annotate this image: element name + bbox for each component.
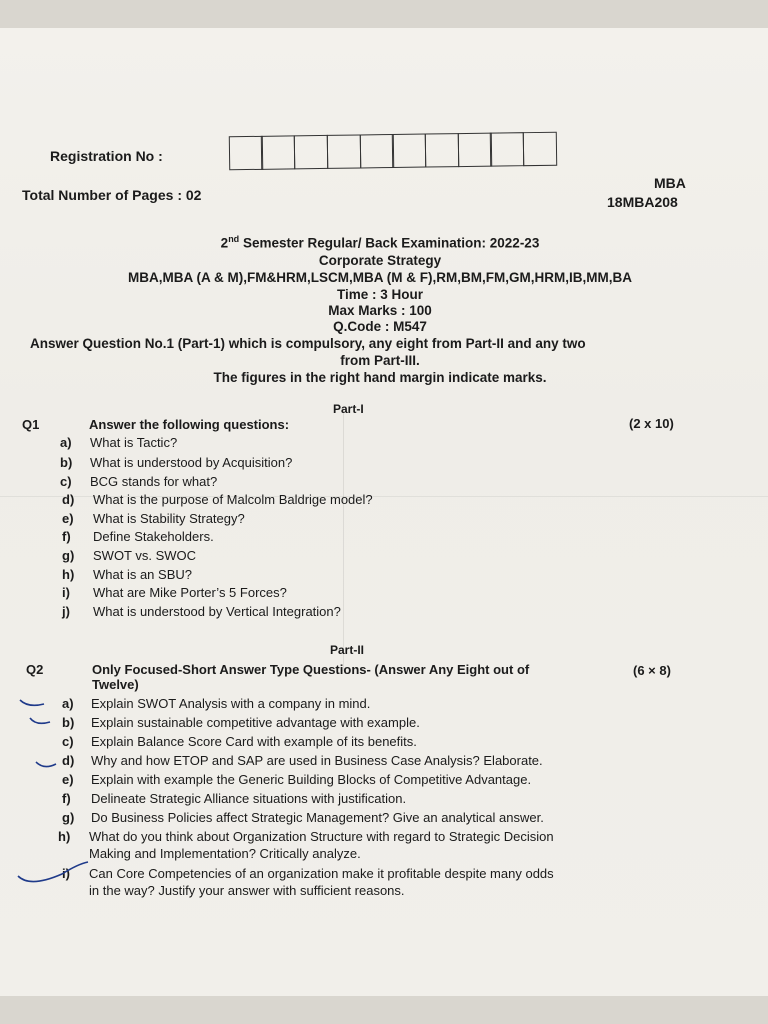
- q2-item-label: c): [62, 734, 74, 749]
- q1-item-text: What is the purpose of Malcolm Baldrige model?: [93, 492, 373, 507]
- registration-boxes: [230, 132, 557, 171]
- q2-item-text: Explain Balance Score Card with example of its benefits.: [91, 734, 417, 749]
- q2-item-label: d): [62, 753, 75, 768]
- q1-heading: Answer the following questions:: [89, 417, 290, 432]
- q1-item-text: What is Stability Strategy?: [93, 511, 245, 526]
- exam-time: Time : 3 Hour: [336, 287, 424, 302]
- q2-item-label: g): [62, 810, 75, 825]
- subject-code: 18MBA208: [607, 194, 678, 210]
- part-1-title: Part-I: [333, 402, 364, 416]
- instruction-line-2: from Part-III.: [340, 353, 420, 368]
- registration-digit-box: [261, 135, 295, 169]
- registration-digit-box: [392, 134, 426, 168]
- q2-item-label: f): [62, 791, 71, 806]
- q1-item-label: j): [62, 604, 70, 619]
- registration-digit-box: [523, 132, 557, 166]
- semester-line: [0, 234, 760, 251]
- instruction-line-3: The figures in the right hand margin indicate marks.: [213, 370, 547, 385]
- registration-digit-box: [457, 133, 491, 167]
- q2-item-text: Explain SWOT Analysis with a company in mind.: [91, 696, 371, 711]
- part-2-title: Part-II: [330, 643, 365, 657]
- q2-item-text: What do you think about Organization Structure with regard to Strategic Decision: [89, 829, 554, 844]
- semester-superscript: nd: [228, 234, 240, 244]
- q1-item-label: f): [62, 529, 71, 544]
- q2-item-label: b): [62, 715, 75, 730]
- registration-digit-box: [359, 134, 393, 168]
- q2-item-label: h): [58, 829, 71, 844]
- registration-digit-box: [425, 133, 459, 167]
- q2-item-text: Can Core Competencies of an organization make it profitable despite many odds: [89, 866, 554, 881]
- paper-fold-line: [343, 410, 344, 670]
- total-pages: Total Number of Pages : 02: [22, 187, 202, 203]
- registration-digit-box: [327, 134, 361, 168]
- q1-item-label: b): [60, 455, 73, 470]
- q2-item-text: Explain with example the Generic Building Blocks of Competitive Advantage.: [91, 772, 532, 787]
- semester-number: 2: [220, 235, 229, 251]
- q1-item-text: What is Tactic?: [90, 435, 178, 450]
- q1-item-label: g): [62, 548, 75, 563]
- q2-item-label: a): [62, 696, 74, 711]
- q1-item-text: What is understood by Acquisition?: [90, 455, 293, 470]
- q2-heading-line-1: Only Focused-Short Answer Type Questions- (Answer Any Eight out of: [92, 662, 530, 677]
- branches-line: MBA,MBA (A & M),FM&HRM,LSCM,MBA (M & F),RM,BM,FM,GM,HRM,IB,MM,BA: [128, 270, 632, 285]
- registration-label: Registration No :: [50, 148, 163, 164]
- q2-heading-line-2: Twelve): [92, 677, 139, 692]
- q1-item-label: h): [62, 567, 75, 582]
- registration-digit-box: [228, 136, 262, 170]
- q2-marks: (6 × 8): [633, 663, 671, 678]
- q2-item-label: e): [62, 772, 74, 787]
- q1-item-text: Define Stakeholders.: [93, 529, 214, 544]
- instruction-line-1: Answer Question No.1 (Part-1) which is compulsory, any eight from Part-II and any two: [30, 336, 586, 351]
- q2-item-text-continued: Making and Implementation? Critically analyze.: [89, 846, 361, 861]
- q1-item-text: SWOT vs. SWOC: [93, 548, 197, 563]
- registration-digit-box: [490, 132, 524, 166]
- q2-item-text: Do Business Policies affect Strategic Management? Give an analytical answer.: [91, 810, 544, 825]
- q2-item-text: Why and how ETOP and SAP are used in Business Case Analysis? Elaborate.: [91, 753, 543, 768]
- q2-number: Q2: [26, 662, 44, 677]
- semester-text: Semester Regular/ Back Examination: 2022-23: [239, 235, 540, 251]
- q1-item-label: c): [60, 474, 72, 489]
- q1-item-text: BCG stands for what?: [90, 474, 218, 489]
- q1-item-text: What are Mike Porter’s 5 Forces?: [93, 585, 287, 600]
- max-marks: Max Marks : 100: [328, 303, 432, 318]
- registration-digit-box: [294, 135, 328, 169]
- q1-item-label: e): [62, 511, 74, 526]
- q1-item-label: d): [62, 492, 75, 507]
- q2-item-text: Explain sustainable competitive advantage with example.: [91, 715, 420, 730]
- q1-number: Q1: [22, 417, 40, 432]
- q2-item-label: i): [62, 866, 70, 881]
- q1-item-text: What is understood by Vertical Integration?: [93, 604, 341, 619]
- program-name: MBA: [654, 175, 686, 191]
- q1-item-label: a): [60, 435, 72, 450]
- q1-item-text: What is an SBU?: [93, 567, 192, 582]
- q2-item-text: Delineate Strategic Alliance situations with justification.: [91, 791, 407, 806]
- q1-marks: (2 x 10): [629, 416, 674, 431]
- q2-item-text-continued: in the way? Justify your answer with sufficient reasons.: [89, 883, 405, 898]
- question-code: Q.Code : M547: [333, 319, 427, 334]
- subject-title: Corporate Strategy: [318, 253, 442, 268]
- q1-item-label: i): [62, 585, 70, 600]
